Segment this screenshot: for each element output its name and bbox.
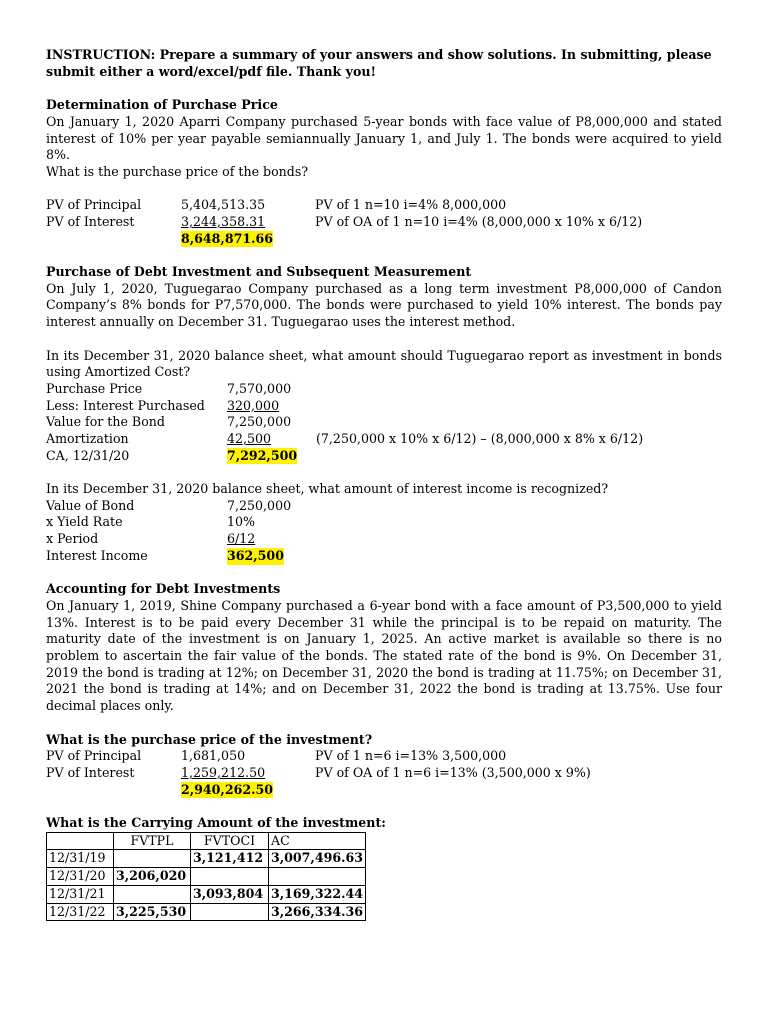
row-label: Amortization — [46, 431, 129, 447]
section3-question1: What is the purchase price of the investment? — [46, 731, 373, 747]
q2-row-interest-income — [46, 548, 722, 565]
row-value: 6/12 — [227, 531, 256, 547]
table-cell-fvtoci — [191, 903, 269, 921]
row-value: 10% — [227, 514, 255, 530]
row-label: x Period — [46, 531, 99, 547]
q2-row-yield-rate — [46, 514, 722, 531]
table-row — [47, 868, 366, 886]
row-value: 7,570,000 — [227, 380, 292, 396]
row-note: PV of OA of 1 n=6 i=13% (3,500,000 x 9%) — [315, 764, 591, 780]
table-cell-fvtoci: 3,093,804 — [191, 885, 269, 903]
q1-row-value-for-bond — [46, 414, 722, 431]
row-label: Less: Interest Purchased — [46, 397, 205, 413]
section2-heading: Purchase of Debt Investment and Subsequent Measurement — [46, 264, 472, 280]
table-header-cell — [47, 832, 114, 850]
total-value: 8,648,871.66 — [181, 230, 274, 246]
q1-row-amortization — [46, 431, 722, 448]
section2-question1: In its December 31, 2020 balance sheet, what amount should Tuguegarao report as investment in bonds using Amortized Cost? — [46, 347, 722, 380]
table-header-cell: AC — [269, 832, 366, 850]
table-row — [47, 903, 366, 921]
row-label: x Yield Rate — [46, 514, 123, 530]
row-label: PV of Principal — [46, 197, 142, 213]
section1-row-interest — [46, 214, 722, 231]
q1-row-carrying-amount — [46, 448, 722, 465]
row-value: 320,000 — [227, 397, 280, 413]
table-cell-fvtpl: 3,225,530 — [114, 903, 191, 921]
table-row — [47, 885, 366, 903]
total-value: 2,940,262.50 — [181, 781, 274, 797]
section1-heading: Determination of Purchase Price — [46, 97, 278, 113]
table-cell-fvtoci — [191, 868, 269, 886]
table-row — [47, 850, 366, 868]
instruction-text: INSTRUCTION: Prepare a summary of your answers and show solutions. In submitting, please submit either a word/excel/pdf file. Thank you! — [46, 47, 712, 79]
row-value: 7,292,500 — [227, 447, 298, 463]
q2-row-value-of-bond — [46, 498, 722, 515]
row-label: PV of Principal — [46, 748, 142, 764]
section1-row-total — [46, 231, 722, 248]
document-page — [46, 47, 722, 921]
row-label: CA, 12/31/20 — [46, 447, 130, 463]
s3-row-principal — [46, 748, 722, 765]
table-cell-date: 12/31/22 — [47, 903, 114, 921]
table-header-row — [47, 832, 366, 850]
row-note: PV of OA of 1 n=10 i=4% (8,000,000 x 10% x 6/12) — [315, 213, 643, 229]
row-value: 1,259,212.50 — [181, 764, 266, 780]
table-header-cell: FVTPL — [114, 832, 191, 850]
q1-row-interest-purchased — [46, 398, 722, 415]
s3-row-total — [46, 782, 722, 799]
section3-body: On January 1, 2019, Shine Company purchased a 6-year bond with a face amount of P3,500,000 to yield 13%. Interest is to be paid every December 31 while the principal is to be repaid on maturity. The maturity date of the investment is on January 1, 2025. An active market is available so there is no problem to ascertain the fair value of the bonds. The stated rate of the bond is 9%. On December 31, 2019 the bond is trading at 12%; on December 31, 2020 the bond is trading at 11.75%; on December 31, 2021 the bond is trading at 14%; and on December 31, 2022 the bond is trading at 13.75%. Use four decimal places only. — [46, 597, 722, 714]
table-cell-ac: 3,007,496.63 — [269, 850, 366, 868]
q2-row-period — [46, 531, 722, 548]
table-cell-date: 12/31/19 — [47, 850, 114, 868]
row-label: PV of Interest — [46, 213, 135, 229]
table-cell-fvtoci: 3,121,412 — [191, 850, 269, 868]
row-label: Interest Income — [46, 547, 148, 563]
table-header-cell: FVTOCI — [191, 832, 269, 850]
row-label: Purchase Price — [46, 380, 143, 396]
section1-question: What is the purchase price of the bonds? — [46, 163, 309, 179]
row-value: 5,404,513.35 — [181, 197, 266, 213]
row-value: 1,681,050 — [181, 748, 246, 764]
row-label: Value of Bond — [46, 497, 135, 513]
table-cell-ac: 3,169,322.44 — [269, 885, 366, 903]
row-label: Value for the Bond — [46, 414, 165, 430]
carrying-amount-table — [46, 832, 366, 922]
row-value: 7,250,000 — [227, 497, 292, 513]
table-cell-date: 12/31/21 — [47, 885, 114, 903]
section2-question2: In its December 31, 2020 balance sheet, what amount of interest income is recognized? — [46, 481, 609, 497]
table-cell-fvtpl — [114, 885, 191, 903]
row-value: 362,500 — [227, 547, 284, 563]
section1-row-principal — [46, 197, 722, 214]
table-cell-fvtpl: 3,206,020 — [114, 868, 191, 886]
table-cell-ac: 3,266,334.36 — [269, 903, 366, 921]
table-cell-ac — [269, 868, 366, 886]
section3-question2: What is the Carrying Amount of the investment: — [46, 814, 386, 830]
row-note: (7,250,000 x 10% x 6/12) – (8,000,000 x 8% x 6/12) — [316, 431, 644, 447]
row-value: 42,500 — [227, 431, 272, 447]
table-cell-fvtpl — [114, 850, 191, 868]
section1-body: On January 1, 2020 Aparri Company purchased 5-year bonds with face value of P8,000,000 and stated interest of 10% per year payable semiannually January 1, and July 1. The bonds were acquired to yield 8%. — [46, 113, 722, 163]
row-note: PV of 1 n=10 i=4% 8,000,000 — [315, 197, 507, 213]
s3-row-interest — [46, 765, 722, 782]
row-value: 3,244,358.31 — [181, 213, 266, 229]
q1-row-purchase-price — [46, 381, 722, 398]
table-cell-date: 12/31/20 — [47, 868, 114, 886]
row-value: 7,250,000 — [227, 414, 292, 430]
section2-body: On July 1, 2020, Tuguegarao Company purchased as a long term investment P8,000,000 of Candon Company’s 8% bonds for P7,570,000. The bonds were purchased to yield 10% interest. The bonds pay interest annually on December 31. Tuguegarao uses the interest method. — [46, 280, 722, 330]
row-note: PV of 1 n=6 i=13% 3,500,000 — [315, 748, 507, 764]
section3-heading: Accounting for Debt Investments — [46, 581, 281, 597]
row-label: PV of Interest — [46, 764, 135, 780]
